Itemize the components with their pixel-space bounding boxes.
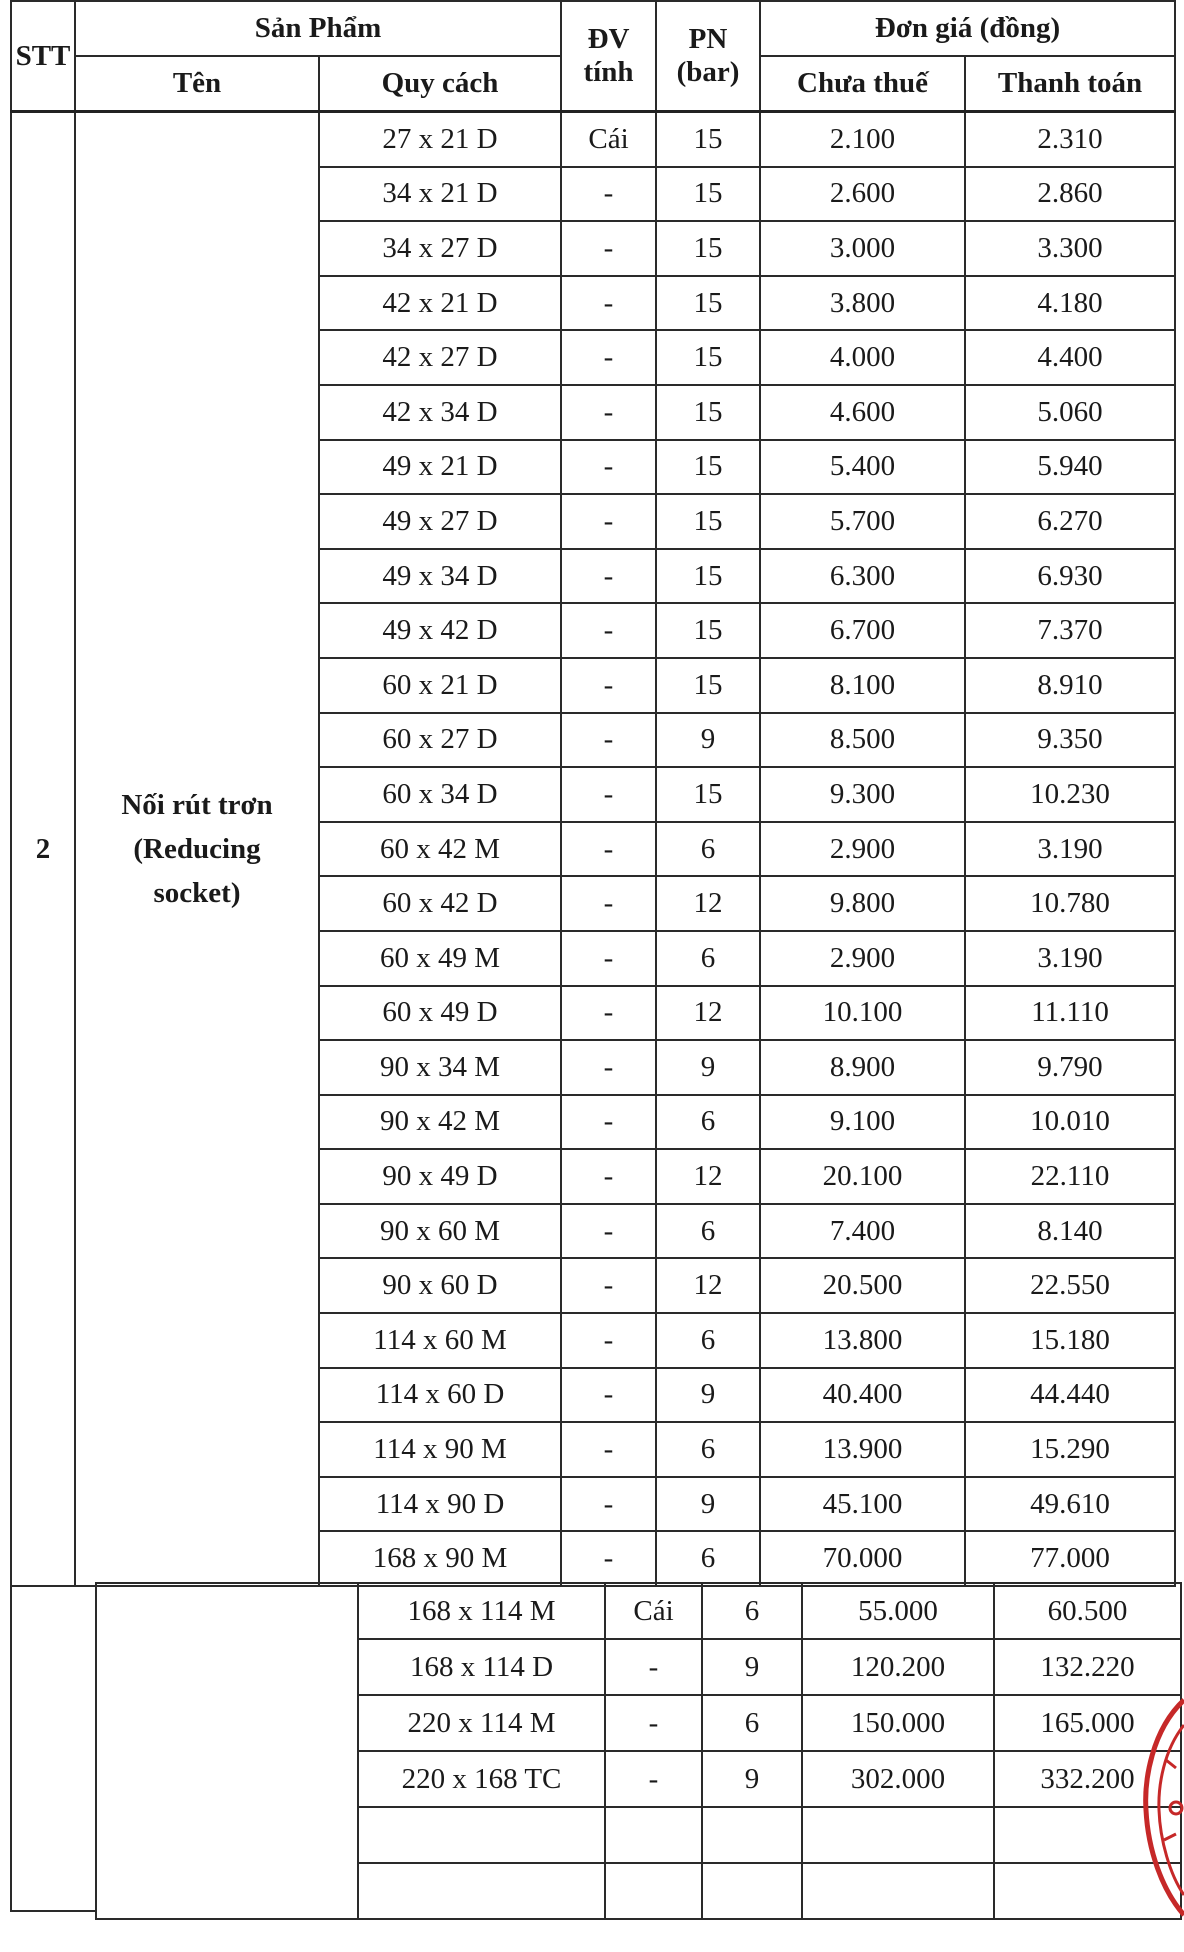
cell-total: 165.000 bbox=[994, 1695, 1181, 1751]
cell-pn: 12 bbox=[656, 1149, 760, 1204]
cell-total: 6.930 bbox=[965, 549, 1175, 604]
cell-pre-tax: 55.000 bbox=[802, 1583, 994, 1639]
group-name-name-line2: (Reducing bbox=[133, 833, 261, 866]
cell-spec: 114 x 60 M bbox=[319, 1313, 561, 1368]
cell-unit: - bbox=[561, 221, 656, 276]
cell-spec: 114 x 90 M bbox=[319, 1422, 561, 1477]
price-table-continued bbox=[95, 1582, 1182, 1920]
cell-pre-tax: 20.500 bbox=[760, 1258, 965, 1313]
cell-pre-tax: 3.000 bbox=[760, 221, 965, 276]
cell-spec: 49 x 27 D bbox=[319, 494, 561, 549]
cell-pn: 15 bbox=[656, 221, 760, 276]
cell-spec: 49 x 34 D bbox=[319, 549, 561, 604]
cell-unit: - bbox=[561, 1368, 656, 1423]
cell-pre-tax: 13.800 bbox=[760, 1313, 965, 1368]
cell-total: 6.270 bbox=[965, 494, 1175, 549]
cell-unit: - bbox=[561, 1422, 656, 1477]
header-unit-line2: tính bbox=[583, 56, 634, 88]
group-name-name-line1: Nối rút trơn bbox=[121, 789, 273, 822]
cell-pn: 12 bbox=[656, 876, 760, 931]
cell-pre-tax: 13.900 bbox=[760, 1422, 965, 1477]
cell-unit bbox=[605, 1863, 702, 1919]
table-continuation-left bbox=[10, 1582, 97, 1912]
cell-spec: 90 x 34 M bbox=[319, 1040, 561, 1095]
cell-pn: 15 bbox=[656, 385, 760, 440]
cell-total: 3.300 bbox=[965, 221, 1175, 276]
cell-pre-tax: 150.000 bbox=[802, 1695, 994, 1751]
cell-total: 8.910 bbox=[965, 658, 1175, 713]
cell-unit: - bbox=[561, 658, 656, 713]
cell-unit: - bbox=[561, 767, 656, 822]
cell-pre-tax: 2.900 bbox=[760, 822, 965, 877]
cell-pre-tax: 2.600 bbox=[760, 167, 965, 222]
table-header bbox=[11, 1, 1175, 112]
cell-total: 10.230 bbox=[965, 767, 1175, 822]
cell-total: 60.500 bbox=[994, 1583, 1181, 1639]
cell-unit: - bbox=[561, 1095, 656, 1150]
cell-unit: - bbox=[561, 1149, 656, 1204]
cell-pn: 6 bbox=[656, 1531, 760, 1586]
cell-total: 15.290 bbox=[965, 1422, 1175, 1477]
cell-total: 22.110 bbox=[965, 1149, 1175, 1204]
cell-pn: 9 bbox=[702, 1751, 802, 1807]
cell-pre-tax: 8.100 bbox=[760, 658, 965, 713]
cell-pre-tax: 3.800 bbox=[760, 276, 965, 331]
cell-pre-tax: 4.600 bbox=[760, 385, 965, 440]
cell-total: 4.180 bbox=[965, 276, 1175, 331]
cell-total: 2.860 bbox=[965, 167, 1175, 222]
cell-spec: 60 x 27 D bbox=[319, 713, 561, 768]
cell-pn: 6 bbox=[656, 1313, 760, 1368]
cell-spec: 168 x 114 D bbox=[358, 1639, 605, 1695]
cell-spec: 90 x 60 D bbox=[319, 1258, 561, 1313]
cell-total: 2.310 bbox=[965, 112, 1175, 167]
cell-pre-tax: 40.400 bbox=[760, 1368, 965, 1423]
cell-pn: 6 bbox=[656, 1422, 760, 1477]
cell-pn: 9 bbox=[656, 1040, 760, 1095]
cell-unit: - bbox=[561, 385, 656, 440]
cell-pre-tax: 2.100 bbox=[760, 112, 965, 167]
header-spec: Quy cách bbox=[319, 56, 561, 112]
cell-pn: 6 bbox=[656, 822, 760, 877]
cell-total: 22.550 bbox=[965, 1258, 1175, 1313]
cell-unit: - bbox=[561, 931, 656, 986]
cell-pre-tax: 45.100 bbox=[760, 1477, 965, 1532]
cell-unit: - bbox=[561, 713, 656, 768]
cell-unit: - bbox=[561, 876, 656, 931]
cell-unit: - bbox=[561, 1040, 656, 1095]
cell-pre-tax: 20.100 bbox=[760, 1149, 965, 1204]
red-seal-stamp bbox=[1142, 1690, 1184, 1920]
cell-pre-tax: 9.800 bbox=[760, 876, 965, 931]
cell-pn: 15 bbox=[656, 276, 760, 331]
cell-unit: - bbox=[605, 1751, 702, 1807]
cell-spec: 34 x 21 D bbox=[319, 167, 561, 222]
cell-pn: 9 bbox=[656, 713, 760, 768]
cell-spec: 220 x 114 M bbox=[358, 1695, 605, 1751]
cell-spec bbox=[358, 1807, 605, 1863]
header-product: Sản Phẩm bbox=[75, 1, 561, 56]
cell-pre-tax: 9.300 bbox=[760, 767, 965, 822]
table-row bbox=[96, 1583, 1181, 1639]
cell-total: 49.610 bbox=[965, 1477, 1175, 1532]
cell-pn bbox=[702, 1863, 802, 1919]
cell-spec: 220 x 168 TC bbox=[358, 1751, 605, 1807]
cell-pre-tax bbox=[802, 1807, 994, 1863]
group-name-continued bbox=[96, 1583, 358, 1919]
cell-pn: 6 bbox=[656, 1204, 760, 1259]
cell-total: 10.780 bbox=[965, 876, 1175, 931]
header-stt: STT bbox=[11, 1, 75, 112]
cell-pn: 15 bbox=[656, 494, 760, 549]
price-table bbox=[10, 0, 1176, 1587]
cell-total: 3.190 bbox=[965, 931, 1175, 986]
cell-pn: 9 bbox=[656, 1368, 760, 1423]
cell-total: 7.370 bbox=[965, 603, 1175, 658]
cell-spec: 90 x 49 D bbox=[319, 1149, 561, 1204]
cell-pre-tax: 7.400 bbox=[760, 1204, 965, 1259]
cell-total: 8.140 bbox=[965, 1204, 1175, 1259]
cell-spec: 42 x 27 D bbox=[319, 330, 561, 385]
cell-spec: 34 x 27 D bbox=[319, 221, 561, 276]
header-total: Thanh toán bbox=[965, 56, 1175, 112]
cell-spec: 60 x 42 M bbox=[319, 822, 561, 877]
cell-pn: 15 bbox=[656, 112, 760, 167]
cell-total: 10.010 bbox=[965, 1095, 1175, 1150]
cell-spec: 90 x 42 M bbox=[319, 1095, 561, 1150]
cell-unit: - bbox=[561, 167, 656, 222]
cell-unit: - bbox=[561, 822, 656, 877]
cell-pn: 6 bbox=[656, 1095, 760, 1150]
cell-unit: - bbox=[561, 440, 656, 495]
cell-pre-tax: 5.700 bbox=[760, 494, 965, 549]
header-unit bbox=[561, 1, 656, 112]
cell-pn: 12 bbox=[656, 986, 760, 1041]
cell-total: 332.200 bbox=[994, 1751, 1181, 1807]
header-unit-line1: ĐV bbox=[587, 23, 630, 55]
cell-unit: - bbox=[561, 986, 656, 1041]
cell-pre-tax: 4.000 bbox=[760, 330, 965, 385]
cell-pn: 15 bbox=[656, 603, 760, 658]
header-pn-line2: (bar) bbox=[676, 56, 740, 88]
cell-pn: 15 bbox=[656, 549, 760, 604]
cell-unit: - bbox=[561, 1258, 656, 1313]
cell-pn: 6 bbox=[656, 931, 760, 986]
cell-pn: 6 bbox=[702, 1695, 802, 1751]
cell-pre-tax: 5.400 bbox=[760, 440, 965, 495]
cell-pre-tax: 2.900 bbox=[760, 931, 965, 986]
cell-spec: 114 x 90 D bbox=[319, 1477, 561, 1532]
cell-spec: 114 x 60 D bbox=[319, 1368, 561, 1423]
cell-spec bbox=[358, 1863, 605, 1919]
cell-total: 77.000 bbox=[965, 1531, 1175, 1586]
group-stt: 2 bbox=[11, 112, 75, 1587]
header-name: Tên bbox=[75, 56, 319, 112]
header-price: Đơn giá (đồng) bbox=[760, 1, 1175, 56]
cell-pn: 15 bbox=[656, 330, 760, 385]
header-pn bbox=[656, 1, 760, 112]
cell-pn: 15 bbox=[656, 440, 760, 495]
cell-unit: - bbox=[561, 603, 656, 658]
cell-total: 5.060 bbox=[965, 385, 1175, 440]
cell-spec: 60 x 49 M bbox=[319, 931, 561, 986]
cell-spec: 49 x 21 D bbox=[319, 440, 561, 495]
cell-pn: 15 bbox=[656, 767, 760, 822]
cell-unit: - bbox=[561, 1477, 656, 1532]
cell-pn: 9 bbox=[702, 1639, 802, 1695]
cell-total: 15.180 bbox=[965, 1313, 1175, 1368]
cell-unit: - bbox=[561, 1531, 656, 1586]
cell-pn: 12 bbox=[656, 1258, 760, 1313]
cell-pre-tax: 10.100 bbox=[760, 986, 965, 1041]
group-name bbox=[75, 112, 319, 1587]
cell-unit: - bbox=[605, 1639, 702, 1695]
cell-spec: 168 x 90 M bbox=[319, 1531, 561, 1586]
cell-spec: 90 x 60 M bbox=[319, 1204, 561, 1259]
cell-unit: - bbox=[561, 330, 656, 385]
cell-pre-tax: 120.200 bbox=[802, 1639, 994, 1695]
cell-pre-tax: 6.300 bbox=[760, 549, 965, 604]
cell-unit: - bbox=[605, 1695, 702, 1751]
cell-total: 132.220 bbox=[994, 1639, 1181, 1695]
cell-spec: 27 x 21 D bbox=[319, 112, 561, 167]
cell-unit: - bbox=[561, 494, 656, 549]
table-row bbox=[11, 112, 1175, 167]
cell-unit: - bbox=[561, 1204, 656, 1259]
cell-spec: 42 x 21 D bbox=[319, 276, 561, 331]
cell-pre-tax: 8.500 bbox=[760, 713, 965, 768]
cell-unit: - bbox=[561, 276, 656, 331]
cell-total: 5.940 bbox=[965, 440, 1175, 495]
cell-total: 4.400 bbox=[965, 330, 1175, 385]
cell-total: 44.440 bbox=[965, 1368, 1175, 1423]
group-name-name-line3: socket) bbox=[153, 877, 241, 910]
cell-spec: 42 x 34 D bbox=[319, 385, 561, 440]
cell-spec: 168 x 114 M bbox=[358, 1583, 605, 1639]
cell-pre-tax: 8.900 bbox=[760, 1040, 965, 1095]
cell-unit: - bbox=[561, 549, 656, 604]
header-pn-line1: PN bbox=[688, 23, 728, 55]
table-body bbox=[11, 112, 1175, 1587]
cell-pre-tax: 6.700 bbox=[760, 603, 965, 658]
cell-total: 9.790 bbox=[965, 1040, 1175, 1095]
cell-pre-tax bbox=[802, 1863, 994, 1919]
cell-spec: 60 x 42 D bbox=[319, 876, 561, 931]
cell-unit bbox=[605, 1807, 702, 1863]
cell-unit: Cái bbox=[605, 1583, 702, 1639]
cell-pre-tax: 70.000 bbox=[760, 1531, 965, 1586]
cell-pre-tax: 9.100 bbox=[760, 1095, 965, 1150]
cell-unit: - bbox=[561, 1313, 656, 1368]
cell-spec: 49 x 42 D bbox=[319, 603, 561, 658]
cell-spec: 60 x 49 D bbox=[319, 986, 561, 1041]
cell-pn: 9 bbox=[656, 1477, 760, 1532]
cell-total: 9.350 bbox=[965, 713, 1175, 768]
cell-pn: 6 bbox=[702, 1583, 802, 1639]
cell-total: 11.110 bbox=[965, 986, 1175, 1041]
cell-unit: Cái bbox=[561, 112, 656, 167]
cell-pn: 15 bbox=[656, 167, 760, 222]
cell-total: 3.190 bbox=[965, 822, 1175, 877]
cell-spec: 60 x 34 D bbox=[319, 767, 561, 822]
cell-pn: 15 bbox=[656, 658, 760, 713]
cell-pn bbox=[702, 1807, 802, 1863]
cell-pre-tax: 302.000 bbox=[802, 1751, 994, 1807]
header-pre-tax: Chưa thuế bbox=[760, 56, 965, 112]
cell-spec: 60 x 21 D bbox=[319, 658, 561, 713]
table-body-continued bbox=[96, 1583, 1181, 1919]
